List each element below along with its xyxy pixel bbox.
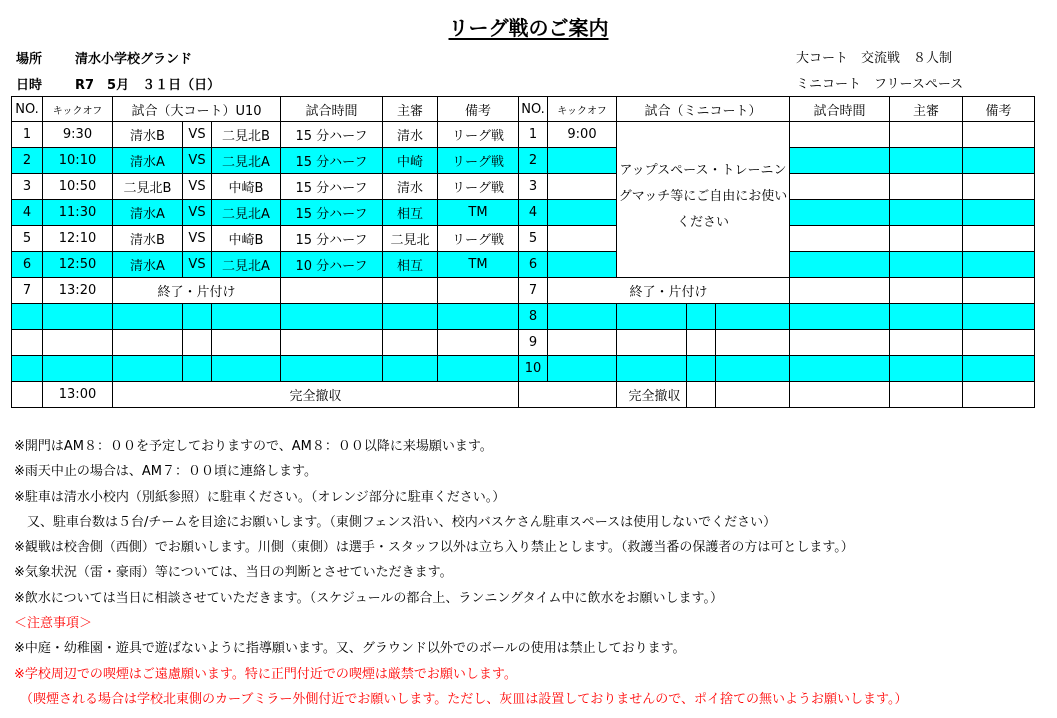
note-line: ※駐車は清水小校内（別紙参照）に駐車ください。（オレンジ部分に駐車ください。） [14, 489, 506, 505]
row-empty-cell [716, 304, 790, 330]
row-team-b: 二見北B [212, 122, 281, 148]
row-remarks: TM [438, 252, 519, 278]
row-kickoff: 9:30 [43, 122, 113, 148]
row-team-a: 清水B [113, 226, 183, 252]
table-row [12, 174, 1035, 200]
row-no: 3 [12, 174, 43, 200]
row-empty-cell [687, 356, 716, 382]
schedule-table [11, 96, 1035, 408]
row-kickoff-mini [548, 174, 617, 200]
row-empty-cell [212, 330, 281, 356]
row-empty-cell [890, 356, 963, 382]
header-remarks-mini: 備考 [963, 97, 1035, 122]
mini-court-info: ミニコート フリースペース [796, 77, 964, 92]
row-empty-cell [890, 278, 963, 304]
row-empty-cell [43, 304, 113, 330]
header-no-mini: NO. [519, 97, 548, 122]
row-empty-cell [890, 174, 963, 200]
table-row [12, 252, 1035, 278]
row-empty-cell [790, 252, 890, 278]
row-kickoff: 10:10 [43, 148, 113, 174]
row-empty-cell [438, 356, 519, 382]
row-empty-cell [281, 278, 383, 304]
final-withdrawal-mini: 完全撤収 [617, 382, 687, 408]
row-match-time: 10 分ハーフ [281, 252, 383, 278]
row-match-time: 15 分ハーフ [281, 122, 383, 148]
header-remarks: 備考 [438, 97, 519, 122]
row-remarks: リーグ戦 [438, 174, 519, 200]
row-empty-cell [890, 226, 963, 252]
header-match-big: 試合（大コート）U10 [113, 97, 281, 122]
row-team-a: 清水A [113, 148, 183, 174]
row-referee: 二見北 [383, 226, 438, 252]
row-empty-cell [963, 200, 1035, 226]
row-empty-cell [890, 200, 963, 226]
row-no-mini: 10 [519, 356, 548, 382]
page-title: リーグ戦のご案内 [448, 16, 609, 40]
caution-header: ＜注意事項＞ [14, 616, 93, 632]
note-line: ※観戦は校舎側（西側）でお願いします。川側（東側）は選手・スタッフ以外は立ち入り禁止とします。（救護当番の保護者の方は可とします。） [14, 540, 854, 556]
row-kickoff: 13:20 [43, 278, 113, 304]
mini-court-note: アップスペース・トレーニングマッチ等にご自由にお使いください [617, 122, 790, 278]
row-empty-cell [43, 330, 113, 356]
row-kickoff-mini [548, 226, 617, 252]
row-empty-cell [687, 304, 716, 330]
smoking-note-detail: （喫煙される場合は学校北東側のカーブミラー外側付近でお願いします。ただし、灰皿は設置しておりませんので、ポイ捨ての無いようお願いします。） [20, 691, 908, 707]
row-empty-cell [438, 278, 519, 304]
row-empty-cell [12, 304, 43, 330]
date-label: 日時 [16, 78, 43, 93]
table-row [12, 356, 1035, 382]
row-empty-cell [716, 356, 790, 382]
row-empty-cell [790, 278, 890, 304]
final-withdrawal-big: 完全撤収 [113, 382, 519, 408]
row-match-time: 15 分ハーフ [281, 226, 383, 252]
row-empty-cell [383, 356, 438, 382]
row-empty-cell [963, 278, 1035, 304]
header-match-time: 試合時間 [281, 97, 383, 122]
table-header-row [12, 97, 1035, 122]
note-line: ※飲水については当日に相談させていただきます。（スケジュールの都合上、ランニングタイム中に飲水をお願いします。） [14, 590, 723, 606]
final-time: 13:00 [43, 382, 113, 408]
row-empty-cell [890, 148, 963, 174]
header-match-time-mini: 試合時間 [790, 97, 890, 122]
row-empty-cell [438, 304, 519, 330]
row-empty-cell [12, 330, 43, 356]
table-row [12, 200, 1035, 226]
row-match-time: 15 分ハーフ [281, 200, 383, 226]
row-remarks: リーグ戦 [438, 226, 519, 252]
row-empty-cell [548, 304, 617, 330]
place-value: 清水小学校グランド [75, 52, 193, 67]
row-no-mini: 8 [519, 304, 548, 330]
row-empty-cell [963, 226, 1035, 252]
row-team-a: 二見北B [113, 174, 183, 200]
row-empty-cell [212, 304, 281, 330]
table-row [12, 330, 1035, 356]
place-label: 場所 [16, 52, 43, 67]
row-no: 2 [12, 148, 43, 174]
row-vs: VS [183, 174, 212, 200]
row-no-mini: 9 [519, 330, 548, 356]
row-team-b: 中崎B [212, 226, 281, 252]
row-team-a: 清水A [113, 200, 183, 226]
row-team-b: 二見北A [212, 148, 281, 174]
cleanup-mini: 終了・片付け [548, 278, 790, 304]
row-empty-cell [790, 148, 890, 174]
row-empty-cell [43, 356, 113, 382]
row-empty-cell [963, 304, 1035, 330]
row-empty-cell [183, 330, 212, 356]
row-no-mini: 3 [519, 174, 548, 200]
row-kickoff-mini [548, 200, 617, 226]
row-empty-cell [963, 122, 1035, 148]
table-row [12, 226, 1035, 252]
row-empty-cell [963, 382, 1035, 408]
row-match-time: 15 分ハーフ [281, 174, 383, 200]
row-empty-cell [281, 330, 383, 356]
row-team-b: 二見北A [212, 252, 281, 278]
row-no-mini: 2 [519, 148, 548, 174]
row-empty-cell [383, 278, 438, 304]
row-empty-cell [617, 304, 687, 330]
header-kickoff: キックオフ [43, 97, 113, 122]
row-empty-cell [617, 356, 687, 382]
row-empty-cell [790, 200, 890, 226]
row-vs: VS [183, 148, 212, 174]
row-empty-cell [548, 330, 617, 356]
header-no: NO. [12, 97, 43, 122]
header-kickoff-mini: キックオフ [548, 97, 617, 122]
row-kickoff: 11:30 [43, 200, 113, 226]
header-referee-mini: 主審 [890, 97, 963, 122]
row-empty-cell [519, 382, 617, 408]
row-kickoff: 10:50 [43, 174, 113, 200]
row-no: 4 [12, 200, 43, 226]
row-team-a: 清水A [113, 252, 183, 278]
row-empty-cell [790, 174, 890, 200]
row-kickoff-mini: 9:00 [548, 122, 617, 148]
row-no-mini: 7 [519, 278, 548, 304]
row-no: 7 [12, 278, 43, 304]
row-empty-cell [12, 356, 43, 382]
header-referee: 主審 [383, 97, 438, 122]
row-empty-cell [890, 382, 963, 408]
row-empty-cell [963, 330, 1035, 356]
row-empty-cell [281, 304, 383, 330]
caution-note: ※中庭・幼稚園・遊具で遊ばないように指導願います。又、グラウンド以外でのボールの使用は禁止しております。 [14, 641, 686, 657]
table-row [12, 304, 1035, 330]
row-vs: VS [183, 226, 212, 252]
row-empty-cell [790, 356, 890, 382]
row-empty-cell [963, 252, 1035, 278]
smoking-note: ※学校周辺での喫煙はご遠慮願います。特に正門付近での喫煙は厳禁でお願いします。 [14, 666, 517, 682]
row-referee: 相互 [383, 200, 438, 226]
row-empty-cell [687, 382, 716, 408]
row-empty-cell [113, 304, 183, 330]
row-vs: VS [183, 200, 212, 226]
row-empty-cell [790, 226, 890, 252]
row-referee: 清水 [383, 122, 438, 148]
row-kickoff: 12:10 [43, 226, 113, 252]
row-empty-cell [716, 382, 790, 408]
row-kickoff-mini [548, 252, 617, 278]
note-line: ※雨天中止の場合は、AM７：００頃に連絡します。 [14, 464, 317, 480]
row-empty-cell [281, 356, 383, 382]
row-empty-cell [617, 330, 687, 356]
big-court-info: 大コート 交流戦 ８人制 [796, 51, 953, 66]
row-team-b: 中崎B [212, 174, 281, 200]
row-no: 6 [12, 252, 43, 278]
row-remarks: リーグ戦 [438, 148, 519, 174]
row-empty-cell [113, 330, 183, 356]
row-no: 1 [12, 122, 43, 148]
row-vs: VS [183, 122, 212, 148]
table-row-cleanup [12, 278, 1035, 304]
row-kickoff-mini [548, 148, 617, 174]
row-empty-cell [438, 330, 519, 356]
row-empty-cell [890, 252, 963, 278]
cleanup-big: 終了・片付け [113, 278, 281, 304]
row-empty-cell [113, 356, 183, 382]
table-row [12, 148, 1035, 174]
note-line: 又、駐車台数は５台/チームを目途にお願いします。（東側フェンス沿い、校内バスケさん駐車スペースは使用しないでください） [14, 514, 777, 530]
row-remarks: リーグ戦 [438, 122, 519, 148]
row-empty-cell [963, 148, 1035, 174]
row-no-mini: 5 [519, 226, 548, 252]
row-empty-cell [212, 356, 281, 382]
date-value: R7 5月 ３１日（日） [75, 78, 221, 93]
row-empty-cell [687, 330, 716, 356]
row-empty-cell [963, 356, 1035, 382]
row-empty-cell [548, 356, 617, 382]
row-empty-cell [383, 304, 438, 330]
table-row [12, 122, 1035, 148]
row-vs: VS [183, 252, 212, 278]
row-empty-cell [963, 174, 1035, 200]
notes-section [14, 434, 908, 712]
row-empty-cell [790, 304, 890, 330]
table-row-final [12, 382, 1035, 408]
row-match-time: 15 分ハーフ [281, 148, 383, 174]
row-referee: 清水 [383, 174, 438, 200]
row-empty-cell [790, 382, 890, 408]
row-referee: 相互 [383, 252, 438, 278]
row-no-mini: 6 [519, 252, 548, 278]
row-no: 5 [12, 226, 43, 252]
row-kickoff: 12:50 [43, 252, 113, 278]
row-referee: 中崎 [383, 148, 438, 174]
row-no-mini: 1 [519, 122, 548, 148]
row-empty-cell [790, 330, 890, 356]
row-empty-cell [183, 304, 212, 330]
note-line: ※気象状況（雷・豪雨）等については、当日の判断とさせていただきます。 [14, 565, 453, 581]
note-line: ※開門はAM８：００を予定しておりますので、AM８：００以降に来場願います。 [14, 439, 493, 454]
row-empty-cell [790, 122, 890, 148]
row-remarks: TM [438, 200, 519, 226]
row-empty-cell [890, 122, 963, 148]
row-empty-cell [12, 382, 43, 408]
row-empty-cell [383, 330, 438, 356]
header-match-mini: 試合（ミニコート） [617, 97, 790, 122]
row-team-b: 二見北A [212, 200, 281, 226]
row-empty-cell [716, 330, 790, 356]
row-empty-cell [890, 330, 963, 356]
row-empty-cell [890, 304, 963, 330]
row-team-a: 清水B [113, 122, 183, 148]
row-no-mini: 4 [519, 200, 548, 226]
row-empty-cell [183, 356, 212, 382]
